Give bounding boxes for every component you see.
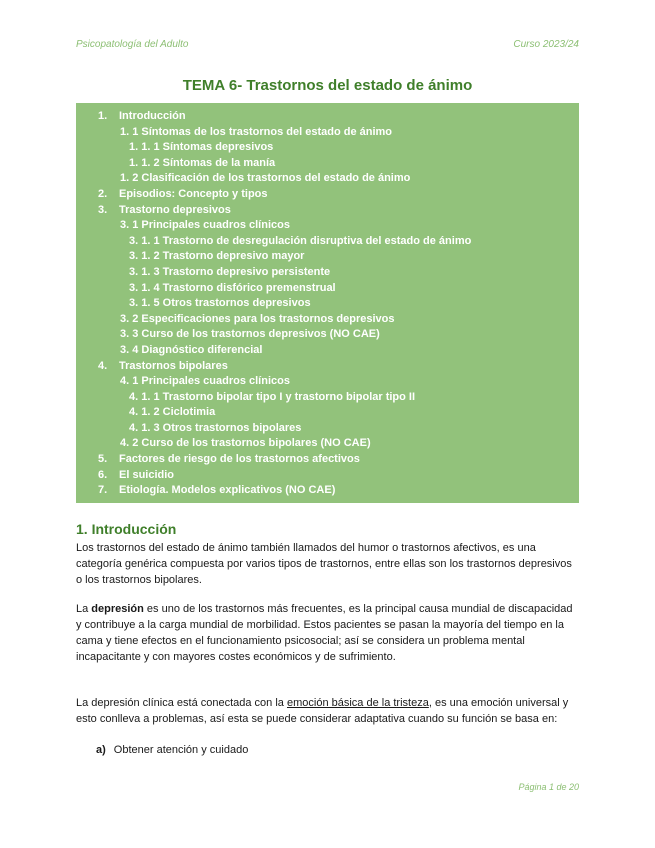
toc-item[interactable] xyxy=(76,218,579,234)
p3-underlined-term: emoción básica de la tristeza xyxy=(286,697,429,709)
toc-item-label: 4. 1. 1 Trastorno bipolar tipo I y trastorno bipolar tipo II xyxy=(129,390,416,403)
table-of-contents xyxy=(76,103,579,503)
toc-item-label: Episodios: Concepto y tipos xyxy=(119,187,268,200)
toc-item[interactable] xyxy=(76,359,579,375)
toc-item-label: Introducción xyxy=(119,110,186,122)
toc-item-label: 3. 1. 1 Trastorno de desregulación disruptiva del estado de ánimo xyxy=(129,234,472,247)
toc-item[interactable] xyxy=(76,296,579,312)
header-course: Curso 2023/24 xyxy=(513,39,579,50)
p2-bold-term: depresión xyxy=(91,603,144,615)
page-number: Página 1 de 20 xyxy=(518,782,579,792)
toc-item-number: 4. xyxy=(98,359,108,372)
toc-item[interactable] xyxy=(76,140,579,156)
toc-item[interactable] xyxy=(76,234,579,250)
toc-item-label: 3. 1 Principales cuadros clínicos xyxy=(120,219,290,232)
toc-item[interactable] xyxy=(76,483,579,499)
toc-item-number: 6. xyxy=(98,468,108,481)
toc-item-label: 3. 4 Diagnóstico diferencial xyxy=(120,343,263,356)
toc-item[interactable] xyxy=(76,156,579,172)
toc-item-label: Factores de riesgo de los trastornos afectivos xyxy=(119,453,360,466)
toc-item[interactable] xyxy=(76,265,579,281)
toc-item-label: El suicidio xyxy=(119,468,175,481)
toc-item-label: 3. 3 Curso de los trastornos depresivos (NO CAE) xyxy=(120,328,380,341)
toc-item-label: 1. 1 Síntomas de los trastornos del estado de ánimo xyxy=(120,125,393,138)
toc-item[interactable] xyxy=(76,390,579,406)
p3-post: , es una emoción universal y esto conlleva a problemas, así esta se puede considerar adaptativa cuando su función se basa en: xyxy=(76,697,569,725)
toc-item-number: 5. xyxy=(98,453,108,466)
toc-item[interactable] xyxy=(76,281,579,297)
toc-item-label: 3. 2 Especificaciones para los trastornos depresivos xyxy=(120,312,395,325)
p2-post: es uno de los trastornos más frecuentes, es la principal causa mundial de discapacidad y contribuye a la carga mundial de morbilidad. Estos pacientes se pasan la mayoría del tiempo en la cama y tiene efectos en el funcionamiento psicosocial; así se considera un problema mental incapacitante y con mayores costes económicos y de sufrimiento. xyxy=(76,603,573,663)
toc-item-label: 4. 1 Principales cuadros clínicos xyxy=(120,375,290,388)
toc-item-label: 4. 1. 2 Ciclotimia xyxy=(129,406,216,419)
toc-item[interactable] xyxy=(76,312,579,328)
paragraph-intro: Los trastornos del estado de ánimo también llamados del humor o trastornos afectivos, es una categoría genérica compuesta por varios tipos de trastornos, entre ellas son los trastornos depresivos o los trastornos bipolares. xyxy=(76,542,572,586)
toc-item-label: 1. 1. 2 Síntomas de la manía xyxy=(129,156,276,169)
toc-item[interactable] xyxy=(76,249,579,265)
toc-item-number: 3. xyxy=(98,203,108,216)
toc-item-label: Trastornos bipolares xyxy=(119,359,228,372)
toc-item[interactable] xyxy=(76,343,579,359)
paragraph-depresion xyxy=(76,601,581,665)
section-heading: 1. Introducción xyxy=(76,521,177,537)
toc-item-label: Trastorno depresivos xyxy=(119,203,231,216)
toc-item-number: 7. xyxy=(98,484,108,497)
toc-item-label: 1. 1. 1 Síntomas depresivos xyxy=(129,141,274,154)
toc-item-label: 1. 2 Clasificación de los trastornos del estado de ánimo xyxy=(120,172,411,185)
toc-item[interactable] xyxy=(76,436,579,452)
toc-item[interactable] xyxy=(76,171,579,187)
toc-item[interactable] xyxy=(76,203,579,219)
toc-item-number: 1. xyxy=(98,110,108,122)
list-item xyxy=(96,742,248,758)
toc-item-label: 4. 2 Curso de los trastornos bipolares (NO CAE) xyxy=(120,437,371,450)
toc-item[interactable] xyxy=(76,405,579,421)
toc-item-number: 2. xyxy=(98,187,108,200)
header-subject: Psicopatología del Adulto xyxy=(76,39,189,50)
toc-item[interactable] xyxy=(76,327,579,343)
toc-item-label: 3. 1. 4 Trastorno disfórico premenstrual xyxy=(129,281,336,294)
p2-pre: La xyxy=(76,603,92,615)
toc-item[interactable] xyxy=(76,125,579,141)
toc-item-label: 3. 1. 2 Trastorno depresivo mayor xyxy=(129,250,305,263)
toc-item[interactable] xyxy=(76,374,579,390)
toc-item-label: 3. 1. 3 Trastorno depresivo persistente xyxy=(129,265,331,278)
toc-item-label: Etiología. Modelos explicativos (NO CAE) xyxy=(119,484,336,497)
toc-item-label: 3. 1. 5 Otros trastornos depresivos xyxy=(129,297,311,310)
toc-item[interactable] xyxy=(76,187,579,203)
toc-item-label: 4. 1. 3 Otros trastornos bipolares xyxy=(129,421,302,434)
paragraph-tristeza xyxy=(76,695,581,727)
p3-pre: La depresión clínica está conectada con la xyxy=(76,697,287,709)
page-title: TEMA 6- Trastornos del estado de ánimo xyxy=(182,77,473,94)
toc-item[interactable] xyxy=(76,452,579,468)
toc-item[interactable] xyxy=(76,468,579,484)
toc-item[interactable] xyxy=(76,109,579,125)
list-item-text: Obtener atención y cuidado xyxy=(113,744,249,756)
toc-item[interactable] xyxy=(76,421,579,437)
list-marker: a) xyxy=(96,744,106,756)
